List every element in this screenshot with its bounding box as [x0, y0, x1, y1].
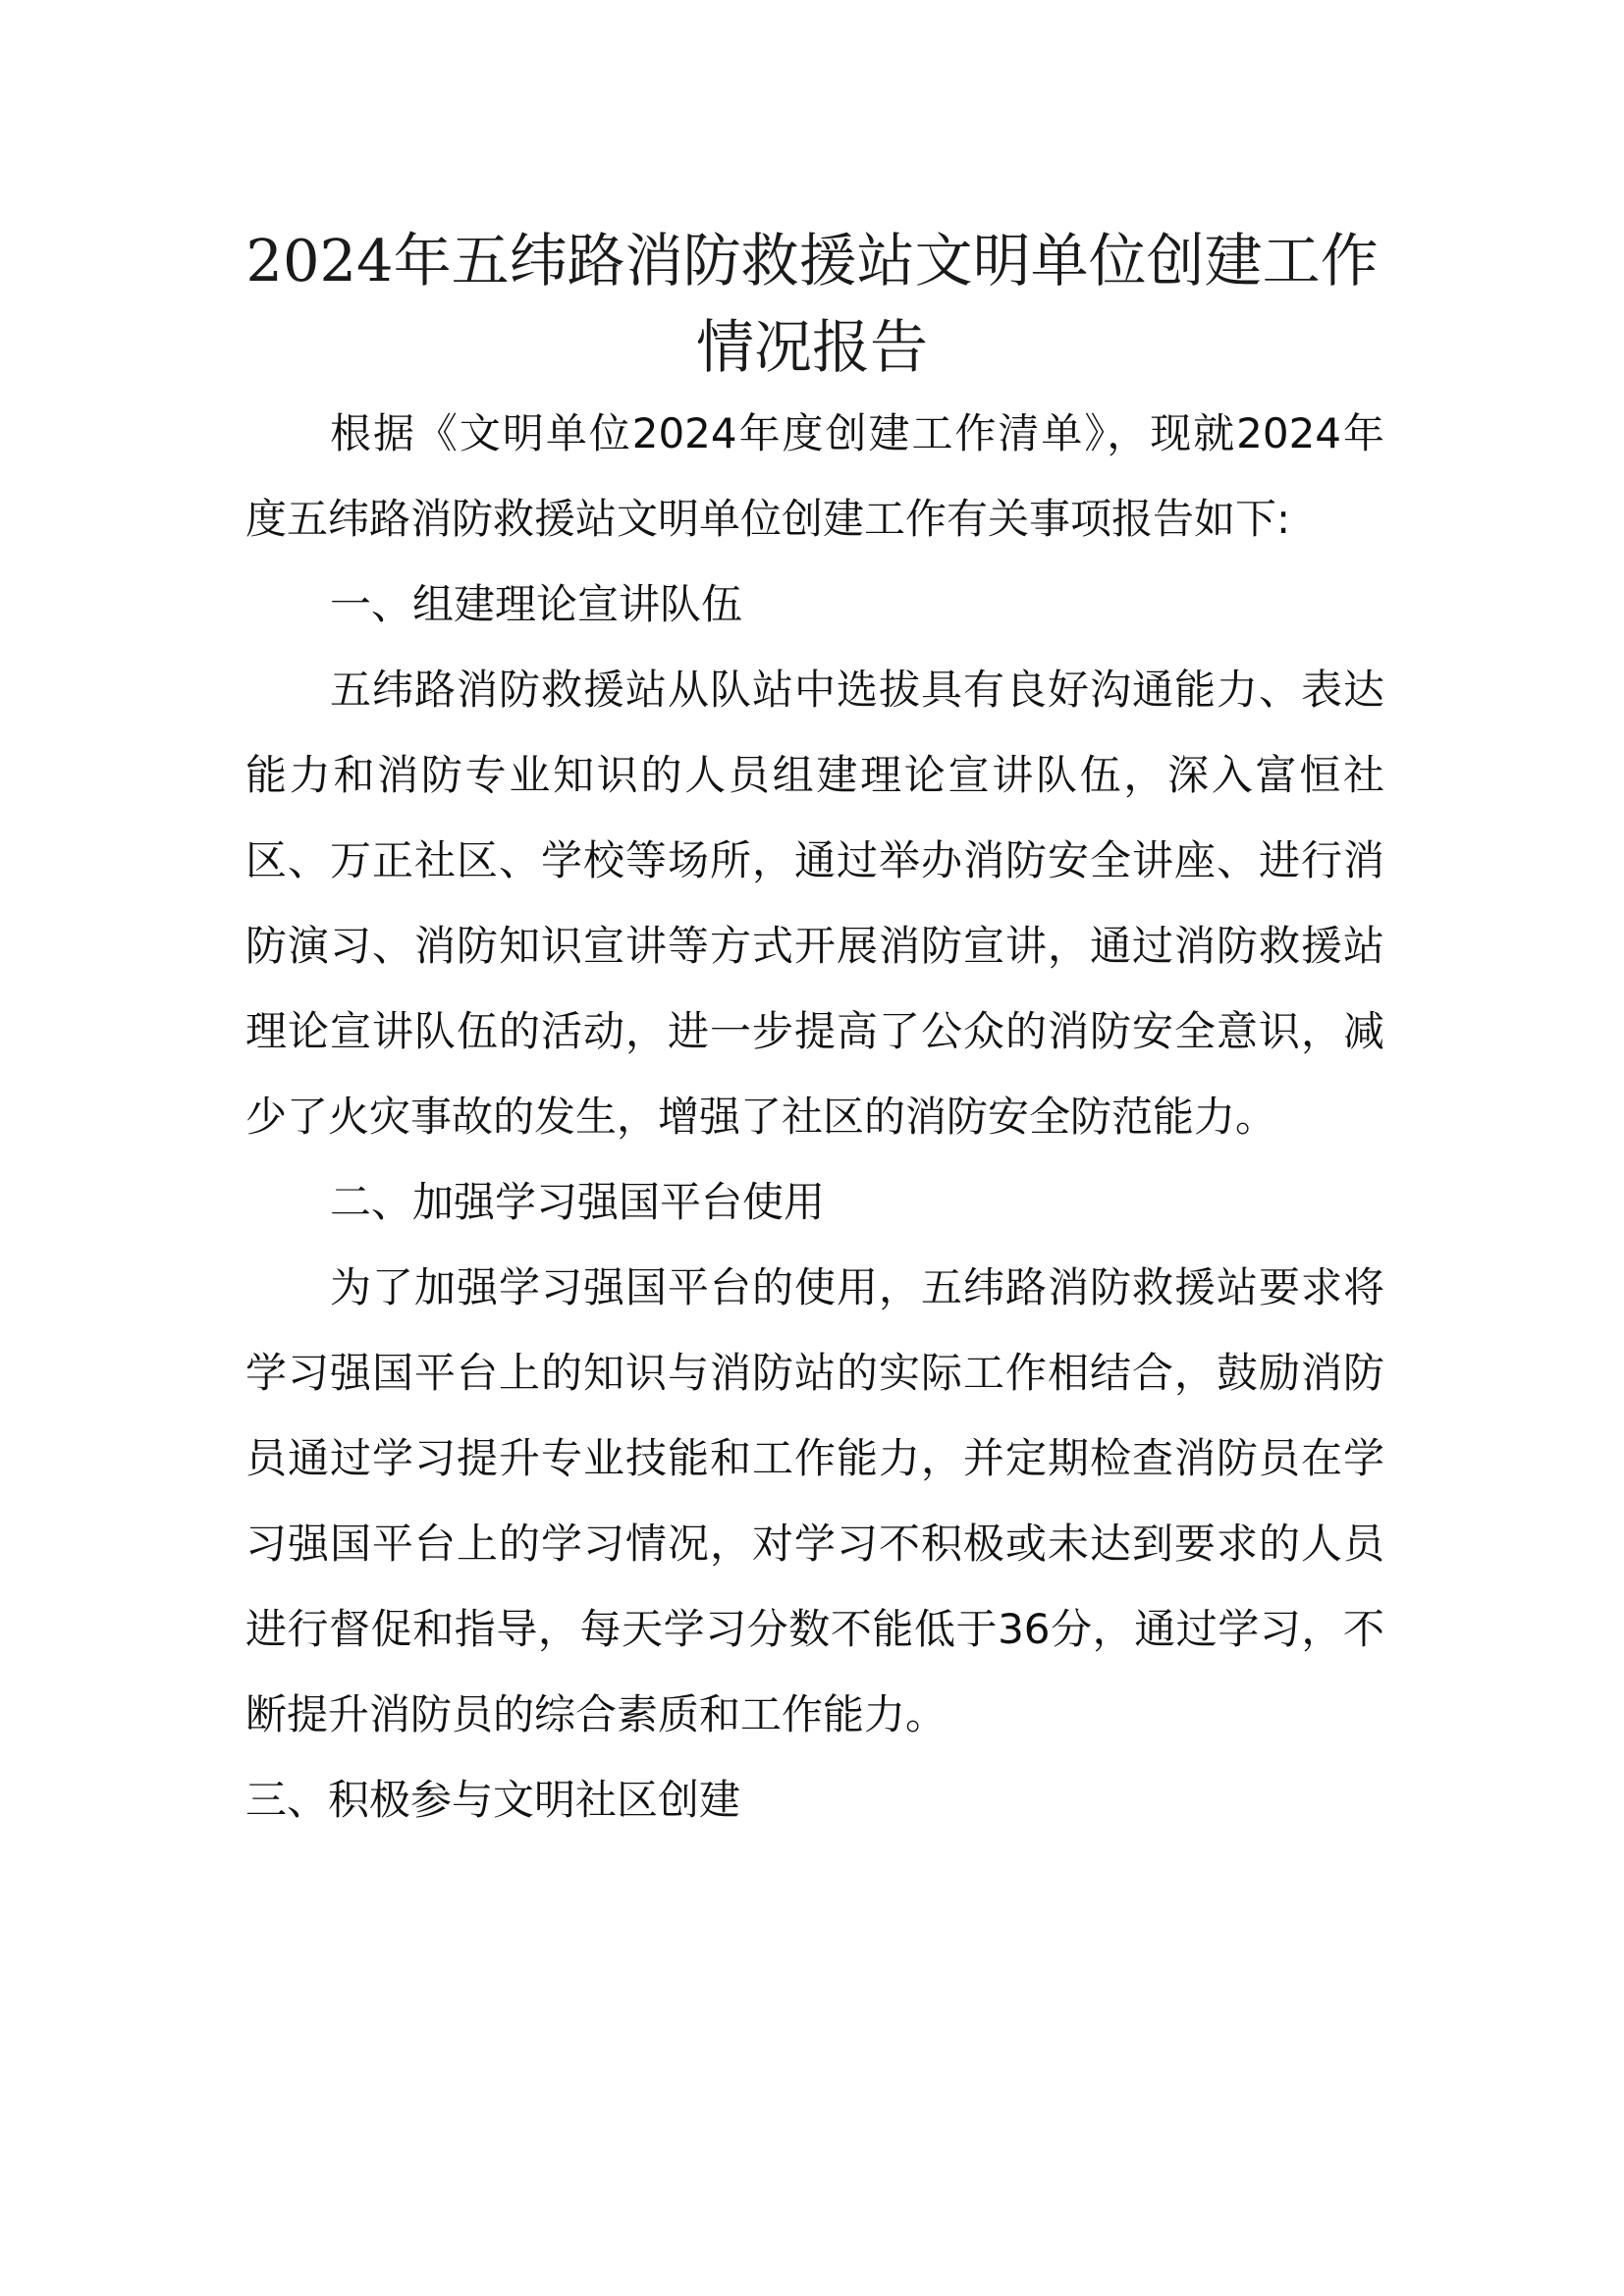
section-1-heading: 一、组建理论宣讲队伍: [330, 580, 743, 628]
intro-paragraph: 根据《文明单位2024年度创建工作清单》，现就2024年度五纬路消防救援站文明单位创建工作有关事项报告如下:: [245, 409, 1384, 543]
section-3-heading: 三、积极参与文明社区创建: [245, 1776, 741, 1824]
document-title: 2024年五纬路消防救援站文明单位创建工作情况报告: [245, 227, 1379, 381]
section-1-paragraph: 五纬路消防救援站从队站中选拔具有良好沟通能力、表达能力和消防专业知识的人员组建理论宣讲队伍，深入富恒社区、万正社区、学校等场所，通过举办消防安全讲座、进行消防演习、消防知识宣讲等方式开展消防宣讲，通过消防救援站理论宣讲队伍的活动，进一步提高了公众的消防安全意识，减少了火灾事故的发生，增强了社区的消防安全防范能力。: [245, 666, 1384, 1141]
section-2-heading: 二、加强学习强国平台使用: [330, 1178, 826, 1226]
section-2-paragraph: 为了加强学习强国平台的使用，五纬路消防救援站要求将学习强国平台上的知识与消防站的实际工作相结合，鼓励消防员通过学习提升专业技能和工作能力，并定期检查消防员在学习强国平台上的学习情况，对学习不积极或未达到要求的人员进行督促和指导，每天学习分数不能低于36分，通过学习，不断提升消防员的综合素质和工作能力。: [245, 1263, 1384, 1738]
document-body: [245, 391, 1384, 1842]
